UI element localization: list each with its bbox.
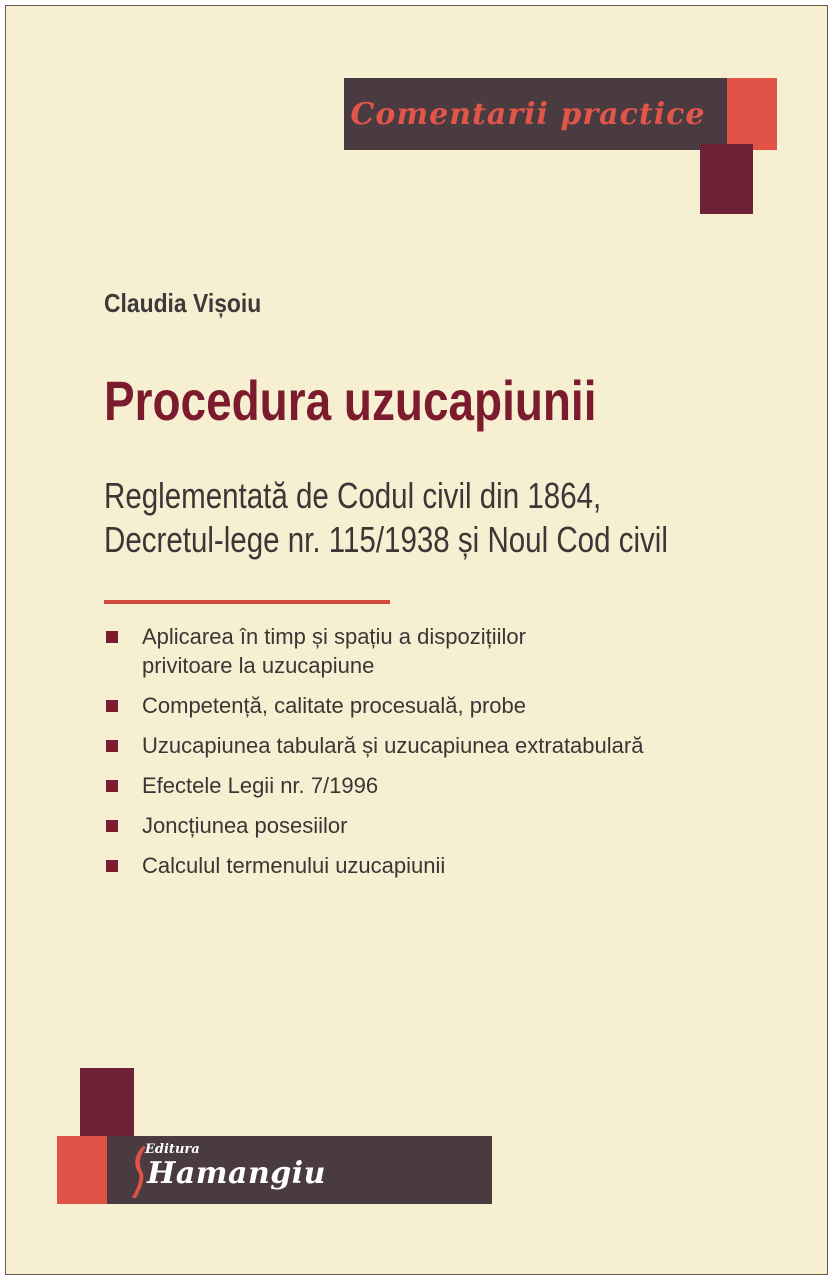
publisher-prefix: Editura	[145, 1142, 200, 1157]
square-bullet-icon	[106, 860, 118, 872]
topic-text: Joncțiunea posesiilor	[142, 813, 348, 838]
topic-text: Uzucapiunea tabulară și uzucapiunea extratabulară	[142, 733, 644, 758]
topic-item	[104, 851, 762, 880]
decorative-square-maroon-top	[700, 144, 753, 214]
square-bullet-icon	[106, 780, 118, 792]
topic-text: Competență, calitate procesuală, probe	[142, 693, 527, 718]
decorative-square-red-bottom	[57, 1136, 112, 1204]
square-bullet-icon	[106, 740, 118, 752]
topic-text: Calculul termenului uzucapiunii	[142, 853, 446, 878]
publisher-logo	[107, 1136, 492, 1204]
topic-text: Efectele Legii nr. 7/1996	[142, 773, 379, 798]
author-name: Claudia Vișoiu	[104, 288, 262, 318]
series-banner	[344, 78, 732, 150]
topics-list	[104, 622, 762, 891]
book-cover	[5, 5, 828, 1275]
topic-item	[104, 691, 762, 720]
divider-rule	[104, 600, 390, 604]
topic-text-continued: privitoare la uzucapiune	[142, 653, 375, 678]
subtitle-line-2: Decretul-lege nr. 115/1938 și Noul Cod civil	[104, 519, 668, 560]
book-title: Procedura uzucapiunii	[104, 369, 597, 432]
topic-item	[104, 771, 762, 800]
square-bullet-icon	[106, 820, 118, 832]
topic-item	[104, 731, 762, 760]
publisher-name: Hamangiu	[147, 1156, 326, 1191]
topic-item	[104, 811, 762, 840]
subtitle-line-1: Reglementată de Codul civil din 1864,	[104, 475, 602, 516]
topic-item	[104, 622, 762, 680]
book-subtitle	[104, 474, 668, 562]
square-bullet-icon	[106, 631, 118, 643]
decorative-square-maroon-bottom	[80, 1068, 134, 1140]
topic-text: Aplicarea în timp și spațiu a dispozițiilor	[142, 624, 526, 649]
series-label: Comentarii practice	[350, 96, 706, 132]
decorative-square-red-top	[727, 78, 777, 150]
square-bullet-icon	[106, 700, 118, 712]
